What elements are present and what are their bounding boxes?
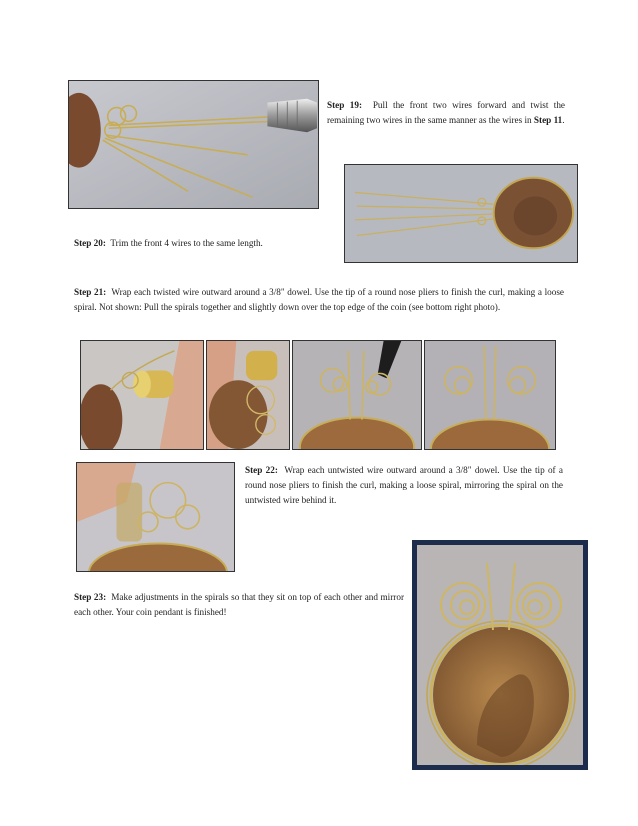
photo-step22-untwisted-wire [76, 462, 235, 572]
photo-step21-spirals-finished [424, 340, 556, 450]
step21-body: Wrap each twisted wire outward around a 3/8" dowel. Use the tip of a round nose pliers to finish the curl, making a loose spiral. Not shown: Pull the spirals together and slightly down over the top edge of the coin (see bottom right photo). [74, 287, 564, 312]
step19-end: . [562, 115, 565, 125]
photo-step21-dowel-1 [80, 340, 204, 450]
step19-label: Step 19: [327, 100, 363, 110]
step20-body: Trim the front 4 wires to the same length. [110, 238, 263, 248]
step19-text [327, 98, 565, 128]
step21-text [74, 285, 564, 315]
step20-text [74, 236, 334, 251]
step21-label: Step 21: [74, 287, 107, 297]
photo-step23-finished-pendant [412, 540, 588, 770]
step19-ref: Step 11 [533, 115, 563, 125]
step23-text [74, 590, 404, 620]
photo-step19-pin-vise [68, 80, 319, 209]
step23-label: Step 23: [74, 592, 107, 602]
step22-body: Wrap each untwisted wire outward around a 3/8" dowel. Use the tip of a round nose pliers to finish the curl, making a loose spiral, mirroring the spiral on the untwisted wire behind it. [245, 465, 563, 505]
step22-text [245, 463, 563, 508]
step20-label: Step 20: [74, 238, 106, 248]
photo-step20-trimmed-wires [344, 164, 578, 263]
photo-step21-dowel-2 [206, 340, 290, 450]
step22-label: Step 22: [245, 465, 278, 475]
step23-body: Make adjustments in the spirals so that they sit on top of each other and mirror each other. Your coin pendant is finished! [74, 592, 405, 617]
photo-step21-spirals-pliers [292, 340, 422, 450]
step19-body: Pull the front two wires forward and twist the remaining two wires in the same manner as the wires in [327, 100, 566, 125]
